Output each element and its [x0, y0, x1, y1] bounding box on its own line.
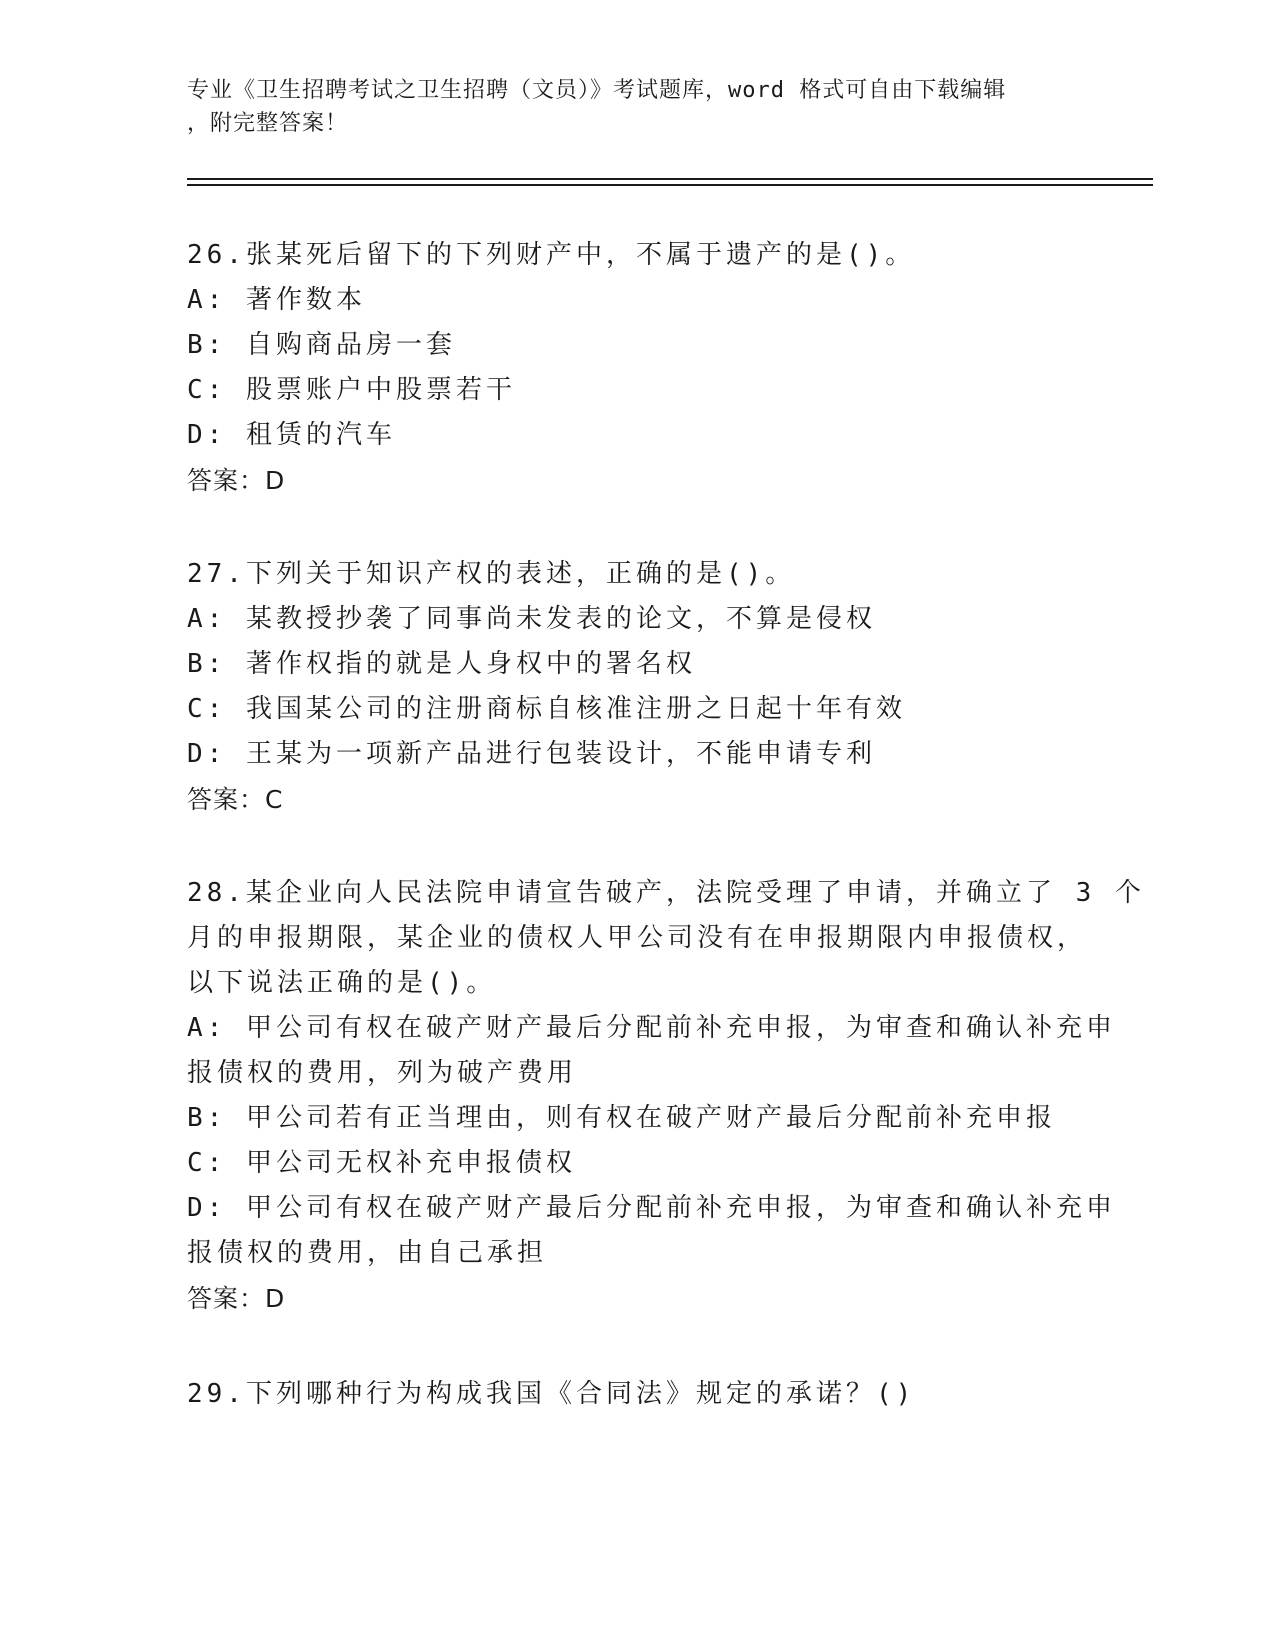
- question-28: [187, 871, 1145, 1321]
- option-c: C: 股票账户中股票若干: [187, 375, 516, 405]
- answer-text: 答案：C: [187, 785, 284, 814]
- option-c: C: 我国某公司的注册商标自核准注册之日起十年有效: [187, 694, 906, 724]
- question-27: [187, 552, 1087, 822]
- option-b: B: 自购商品房一套: [187, 330, 456, 360]
- header-line-2: ，附完整答案！: [187, 111, 349, 136]
- option-a: A: 著作数本: [187, 285, 366, 315]
- option-d: D: 王某为一项新产品进行包装设计，不能申请专利: [187, 739, 876, 769]
- answer-text: 答案：D: [187, 466, 286, 495]
- header-line-1: 专业《卫生招聘考试之卫生招聘（文员）》考试题库，word 格式可自由下载编辑: [187, 78, 1007, 103]
- option-b: B: 著作权指的就是人身权中的署名权: [187, 649, 696, 679]
- question-29: [187, 1372, 1087, 1417]
- option-b: B: 甲公司若有正当理由，则有权在破产财产最后分配前补充申报: [187, 1103, 1056, 1133]
- option-a: A: 某教授抄袭了同事尚未发表的论文，不算是侵权: [187, 604, 876, 634]
- question-stem-line-1: 28.某企业向人民法院申请宣告破产，法院受理了申请，并确立了 3 个: [187, 878, 1145, 908]
- question-stem-line-2: 月的申报期限，某企业的债权人甲公司没有在申报期限内申报债权，: [187, 923, 1088, 953]
- option-d-line-2: 报债权的费用，由自己承担: [187, 1238, 548, 1268]
- option-a-line-2: 报债权的费用，列为破产费用: [187, 1058, 578, 1088]
- option-c: C: 甲公司无权补充申报债权: [187, 1148, 576, 1178]
- option-a-line-1: A: 甲公司有权在破产财产最后分配前补充申报，为审查和确认补充申: [187, 1013, 1116, 1043]
- header-divider-bottom: [187, 184, 1153, 186]
- header-divider-top: [187, 178, 1153, 180]
- question-stem: 27.下列关于知识产权的表述，正确的是()。: [187, 559, 796, 589]
- question-26: [187, 233, 1087, 503]
- option-d-line-1: D: 甲公司有权在破产财产最后分配前补充申报，为审查和确认补充申: [187, 1193, 1116, 1223]
- document-header: [187, 74, 1067, 140]
- question-stem-line-3: 以下说法正确的是()。: [187, 968, 497, 998]
- answer-text: 答案：D: [187, 1284, 286, 1313]
- option-d: D: 租赁的汽车: [187, 420, 396, 450]
- question-stem: 26.张某死后留下的下列财产中，不属于遗产的是()。: [187, 240, 916, 270]
- question-stem: 29.下列哪种行为构成我国《合同法》规定的承诺？(): [187, 1379, 916, 1409]
